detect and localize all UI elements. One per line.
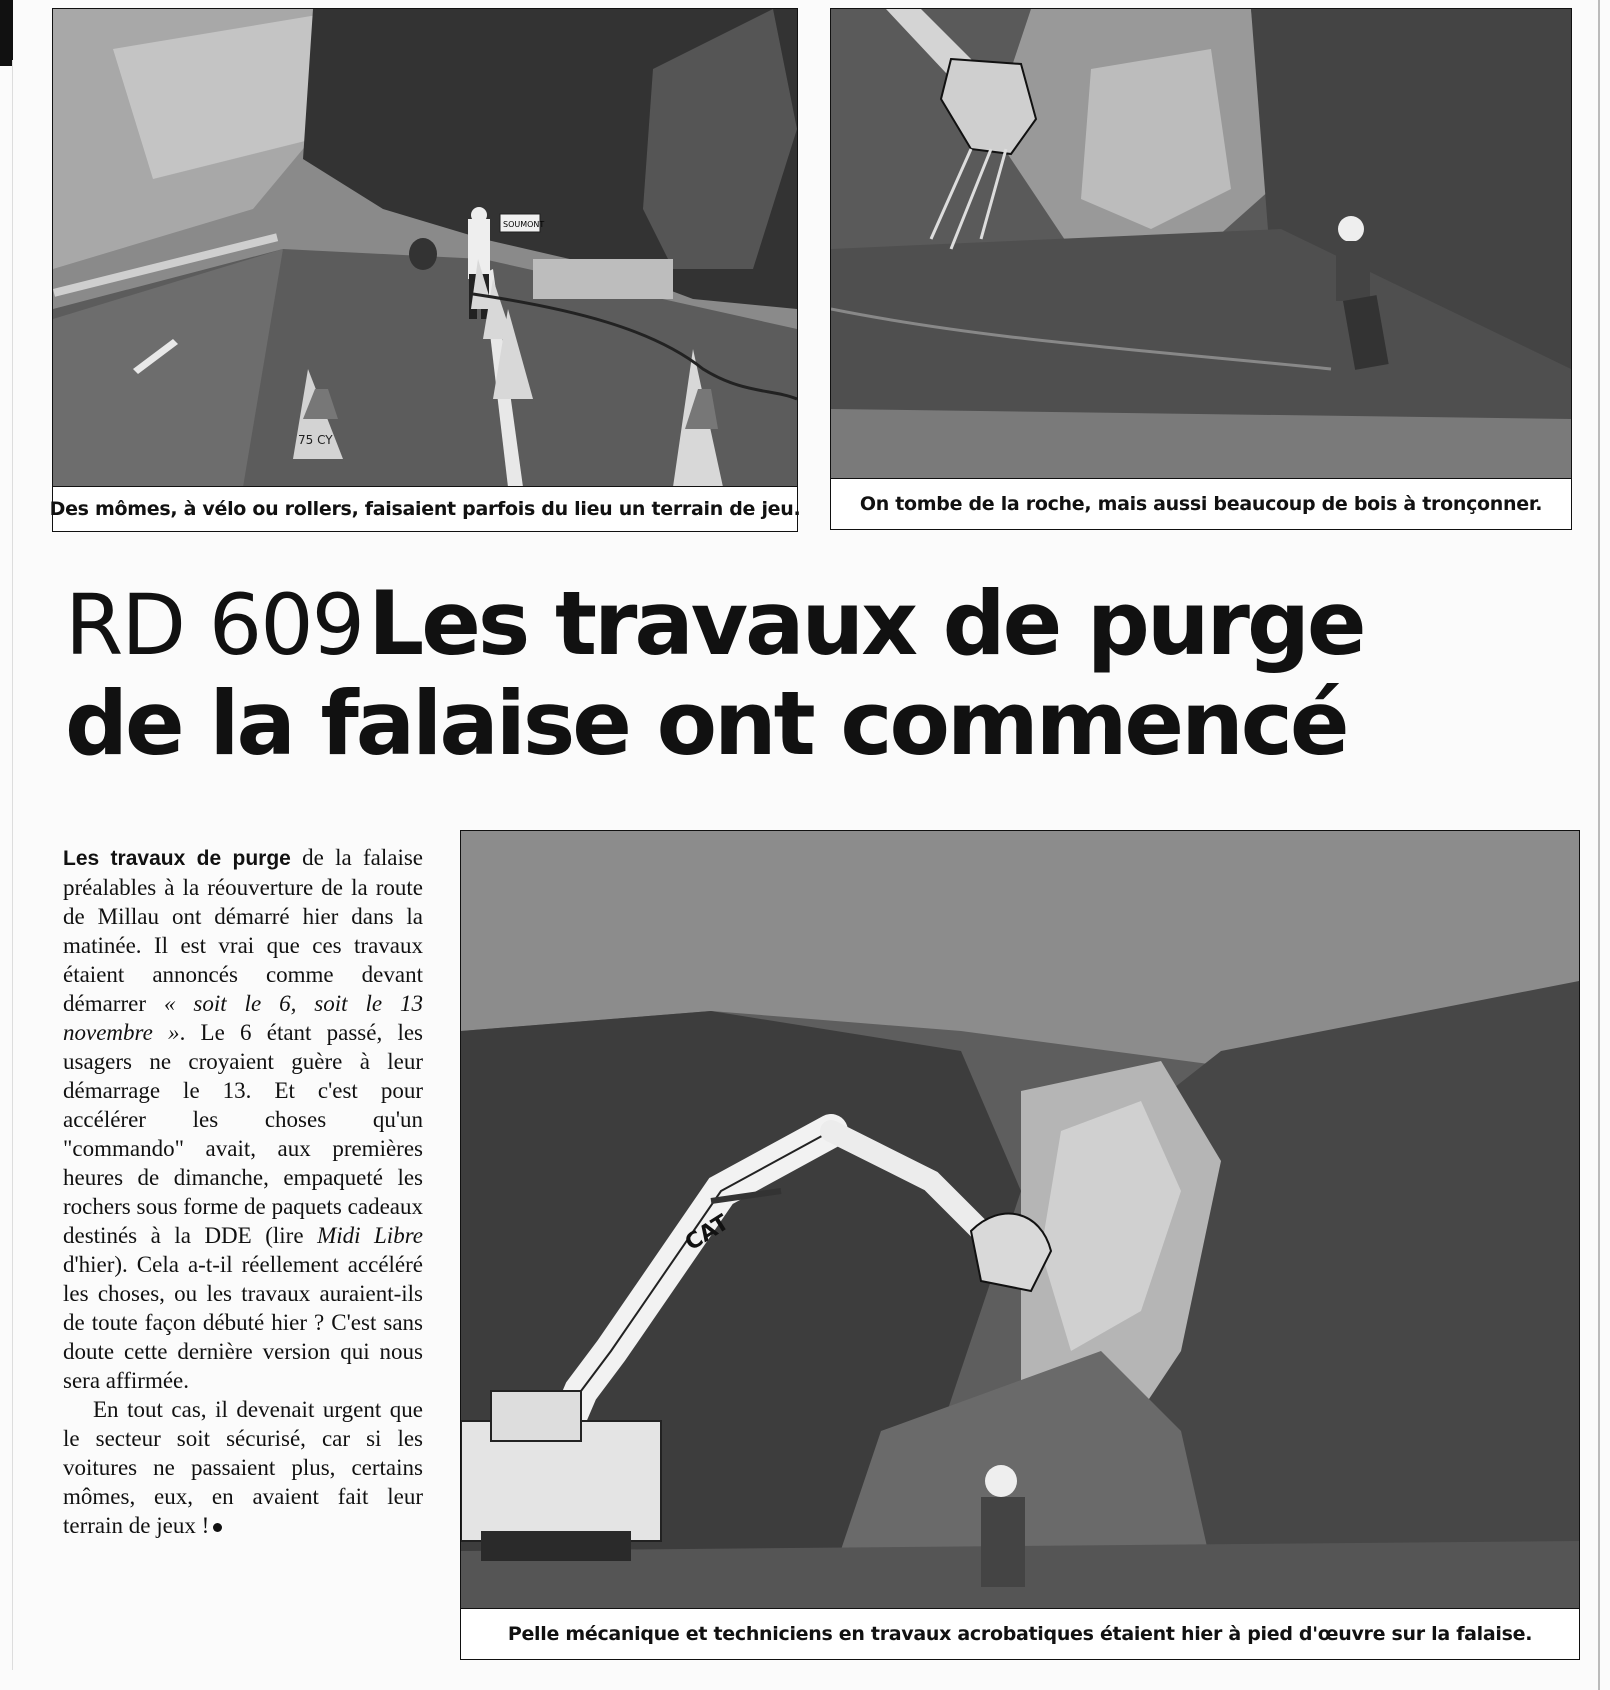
page-edge-mark: [0, 0, 13, 66]
photo-sign-text: SOUMONT: [503, 220, 545, 229]
article-paragraph-1: [63, 843, 423, 1395]
caption-top-left: [49, 486, 801, 532]
photo-road-cones-graphic: [53, 9, 797, 487]
photo-main-excavator-graphic: [461, 831, 1579, 1609]
article-p1-end: d'hier). Cela a-t-il réellement accéléré les choses, ou les travaux auraient-ils de toute façon débuté hier ? C'est sans doute cette dernière version qui nous sera affirmée.: [63, 1252, 423, 1393]
left-margin-rule: [12, 60, 13, 1670]
article-p1-after-quote: . Le 6 étant passé, les usagers ne croyaient guère à leur démarrage le 13. Et c'est pour accélérer les choses qu'un "commando" avait, aux premières heures de dimanche, empaqueté les rochers sous forme de paquets cadeaux destinés à la DDE (lire: [63, 1020, 423, 1248]
article-p1-rest: de la falaise préalables à la réouverture de la route de Millau ont démarré hier dans la matinée. Il est vrai que ces travaux étaient annoncés comme devant démarrer: [63, 845, 423, 1016]
headline-line-1: [65, 572, 1535, 680]
headline-line-2-text: de la falaise ont commencé: [65, 672, 1347, 775]
photo-main-excavator: [460, 830, 1580, 1610]
photo-cone-text: 75 CY: [298, 433, 333, 447]
caption-top-right: [830, 478, 1572, 530]
article-paragraph-2: [63, 1395, 423, 1540]
headline-line-2: [65, 672, 1535, 780]
headline-tag: RD 609: [65, 576, 364, 674]
photo-excavator-bucket: [830, 8, 1572, 480]
photo-excavator-bucket-graphic: [831, 9, 1571, 479]
right-margin-rule: [1598, 0, 1600, 1690]
end-bullet-icon: [213, 1523, 222, 1532]
caption-top-left-text: Des mômes, à vélo ou rollers, faisaient parfois du lieu un terrain de jeu.: [49, 497, 801, 520]
article-newspaper-name: Midi Libre: [317, 1223, 424, 1248]
caption-main-text: Pelle mécanique et techniciens en travaux acrobatiques étaient hier à pied d'œuvre sur la falaise.: [507, 1622, 1533, 1645]
photo-road-cones: [52, 8, 798, 488]
article-body: [63, 843, 423, 1540]
caption-main: [460, 1608, 1580, 1660]
caption-top-right-text: On tombe de la roche, mais aussi beaucoup de bois à tronçonner.: [859, 492, 1543, 515]
article-p2-text: En tout cas, il devenait urgent que le secteur soit sécurisé, car si les voitures ne passaient plus, certains mômes, eux, en avaient fait leur terrain de jeux !: [63, 1397, 423, 1538]
article-lead: Les travaux de purge: [63, 847, 291, 870]
headline-line-1-text: Les travaux de purge: [368, 572, 1364, 675]
headline: [65, 572, 1535, 780]
photo-brand-text: CAT: [680, 1210, 734, 1257]
article-quote: « soit le 6, soit le 13 novembre »: [63, 991, 423, 1045]
